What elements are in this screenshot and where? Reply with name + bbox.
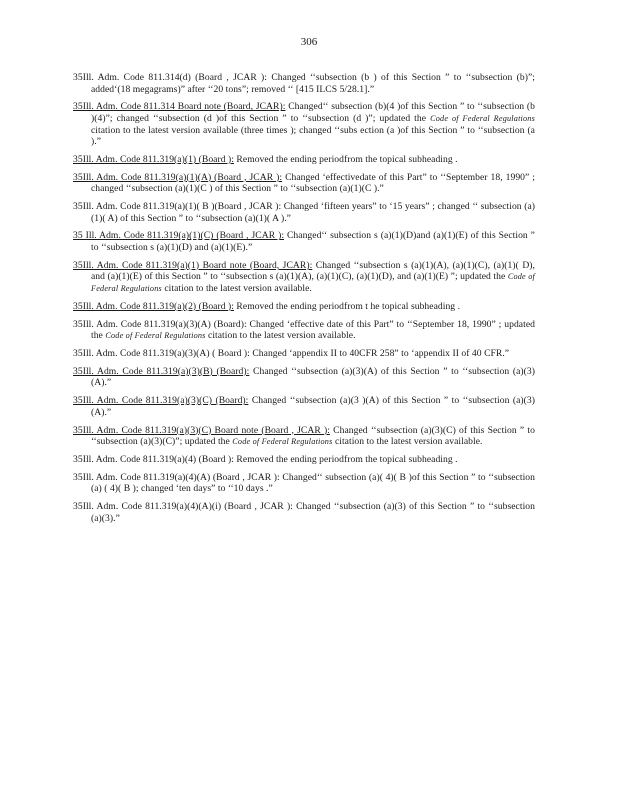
entry-citation: 35Ill. Adm. Code 811.319(a)(4)(A)(i) (Board , JCAR ):	[73, 501, 293, 513]
amendment-list	[73, 72, 535, 530]
entry-text: Changed ‘fifteen years” to ‘15 years” ; changed ‘‘ subsection (a)(1)( A) of this Section ” to ‘‘subsection (a)(1)( A ).”	[91, 201, 535, 224]
entry-text-continued: citation to the latest version available.	[332, 436, 483, 448]
entry-text: Changed ‘‘subsection (a)(3) of this Section ” to ‘‘subsection (a)(3).”	[91, 501, 535, 524]
amendment-entry	[73, 260, 535, 295]
amendment-entry	[73, 201, 535, 224]
amendment-entry	[73, 101, 535, 147]
entry-text: Changed‘‘ subsection s (a)(1)(D)and (a)(1)(E) of this Section ” to ‘‘subsection s (a)(1)(D) and (a)(1)(E).”	[91, 230, 535, 254]
entry-citation: 35Ill. Adm. Code 811.319(a)(3)(B) (Board):	[73, 365, 250, 377]
page-number: 306	[300, 36, 318, 48]
amendment-entry	[73, 425, 535, 448]
entry-citation: 35Ill. Adm. Code 811.319(a)(1)(A) (Board , JCAR ):	[73, 171, 283, 183]
amendment-entry	[73, 348, 535, 360]
amendment-entry	[73, 501, 535, 524]
entry-citation: 35Ill. Adm. Code 811.319(a)(4)(A) (Board , JCAR ):	[73, 471, 280, 483]
amendment-entry	[73, 395, 535, 418]
amendment-entry	[73, 172, 535, 195]
amendment-entry	[73, 154, 535, 166]
entry-text: Changed ‘‘subsection (a)(3)(C) of this Section ” to ‘‘subsection (a)(3)(C)”; updated the	[91, 424, 535, 448]
entry-citation: 35Ill. Adm. Code 811.319(a)(4) (Board ):	[73, 453, 234, 465]
entry-citation: 35Ill. Adm. Code 811.319(a)(1) Board note (Board, JCAR):	[73, 259, 313, 271]
entry-citation: 35Ill. Adm. Code 811.319(a)(3)(C) Board note (Board , JCAR ):	[73, 424, 330, 436]
entry-text-continued: citation to the latest version available (three times ); changed ‘‘subs ection (a )of this Section ” to ‘‘subsection (a ).”	[91, 124, 535, 148]
entry-text-continued: citation to the latest version available.	[205, 330, 356, 342]
entry-text: Removed the ending periodfrom the topical subheading .	[233, 453, 458, 465]
entry-cfr-title: Code of Federal Regulations	[105, 331, 206, 341]
entry-text: Changed ‘‘subsection (a)(3 )(A) of this Section ” to ‘‘subsection (a)(3)(A).”	[91, 395, 535, 418]
amendment-entry	[73, 366, 535, 389]
entry-text: Changed‘‘ subsection (a)( 4)( B )of this Section ” to ‘‘subsection (a) ( 4)( B ); changed ‘ten days” to ‘‘10 days .”	[91, 471, 535, 495]
amendment-entry	[73, 230, 535, 253]
entry-cfr-title: Code of Federal Regulations	[91, 272, 535, 294]
entry-citation: 35Ill. Adm. Code 811.319(a)(3)(A) (Board):	[73, 318, 247, 330]
entry-text: Changed ‘effective date of this Part” to ‘‘September 18, 1990” ; updated the	[91, 318, 535, 342]
amendment-entry	[73, 319, 535, 342]
amendment-entry	[73, 472, 535, 495]
entry-citation: 35Ill. Adm. Code 811.314(d) (Board , JCAR ):	[73, 72, 268, 83]
entry-text: Changed ‘‘subsection (b ) of this Section ” to ‘‘subsection (b)”; added‘(18 megagrams)” after ‘‘20 tons”; removed ‘‘ [415 ILCS 5/28.1].”	[91, 72, 535, 95]
entry-text: Changed ‘appendix II to 40CFR 258” to ‘appendix II of 40 CFR.”	[249, 347, 510, 359]
entry-citation: 35Ill. Adm. Code 811.319(a)(3)(A) ( Board ):	[73, 347, 250, 359]
entry-text-continued: citation to the latest version available.	[161, 283, 312, 295]
entry-cfr-title: Code of Federal Regulations	[430, 113, 535, 123]
entry-citation: 35Ill. Adm. Code 811.314 Board note (Board, JCAR):	[73, 101, 286, 113]
entry-citation: 35Ill. Adm. Code 811.319(a)(3)(C) (Board):	[73, 395, 249, 407]
entry-cfr-title: Code of Federal Regulations	[232, 437, 333, 447]
entry-citation: 35 Ill. Adm. Code 811.319(a)(1)(C) (Board , JCAR ):	[73, 230, 285, 242]
amendment-entry	[73, 454, 535, 466]
entry-citation: 35Ill. Adm. Code 811.319(a)(1)( B )(Board , JCAR ):	[73, 201, 282, 213]
amendment-entry	[73, 72, 535, 95]
entry-citation: 35Ill. Adm. Code 811.319(a)(2) (Board ):	[73, 300, 234, 312]
entry-citation: 35Ill. Adm. Code 811.319(a)(1) (Board ):	[73, 153, 234, 165]
entry-text: Removed the ending periodfrom the topical subheading .	[233, 153, 458, 165]
entry-text: Changed‘‘ subsection (b)(4 )of this Section ” to ‘‘subsection (b )(4)”; changed ‘‘subsection (d )of this Section ” to ‘‘subsection (d )”; updated the	[91, 101, 535, 124]
entry-text: Removed the ending periodfrom t he topical subheading .	[233, 300, 461, 312]
entry-text: Changed ‘‘subsection (a)(3)(A) of this Section ” to ‘‘subsection (a)(3)(A).”	[91, 365, 535, 389]
amendment-entry	[73, 301, 535, 313]
entry-text: Changed ‘effectivedate of this Part” to ‘‘September 18, 1990” ; changed ‘‘subsection (a)(1)(C ) of this Section ” to ‘‘subsection (a)(1)(C ).”	[91, 171, 536, 195]
entry-text: Changed ‘‘subsection s (a)(1)(A), (a)(1)(C), (a)(1)( D), and (a)(1)(E) of this Section ” to ‘‘subsection s (a)(1)(A), (a)(1)(C), (a)(1)(D), and (a)(1)(E) ”; updated the	[91, 259, 535, 283]
